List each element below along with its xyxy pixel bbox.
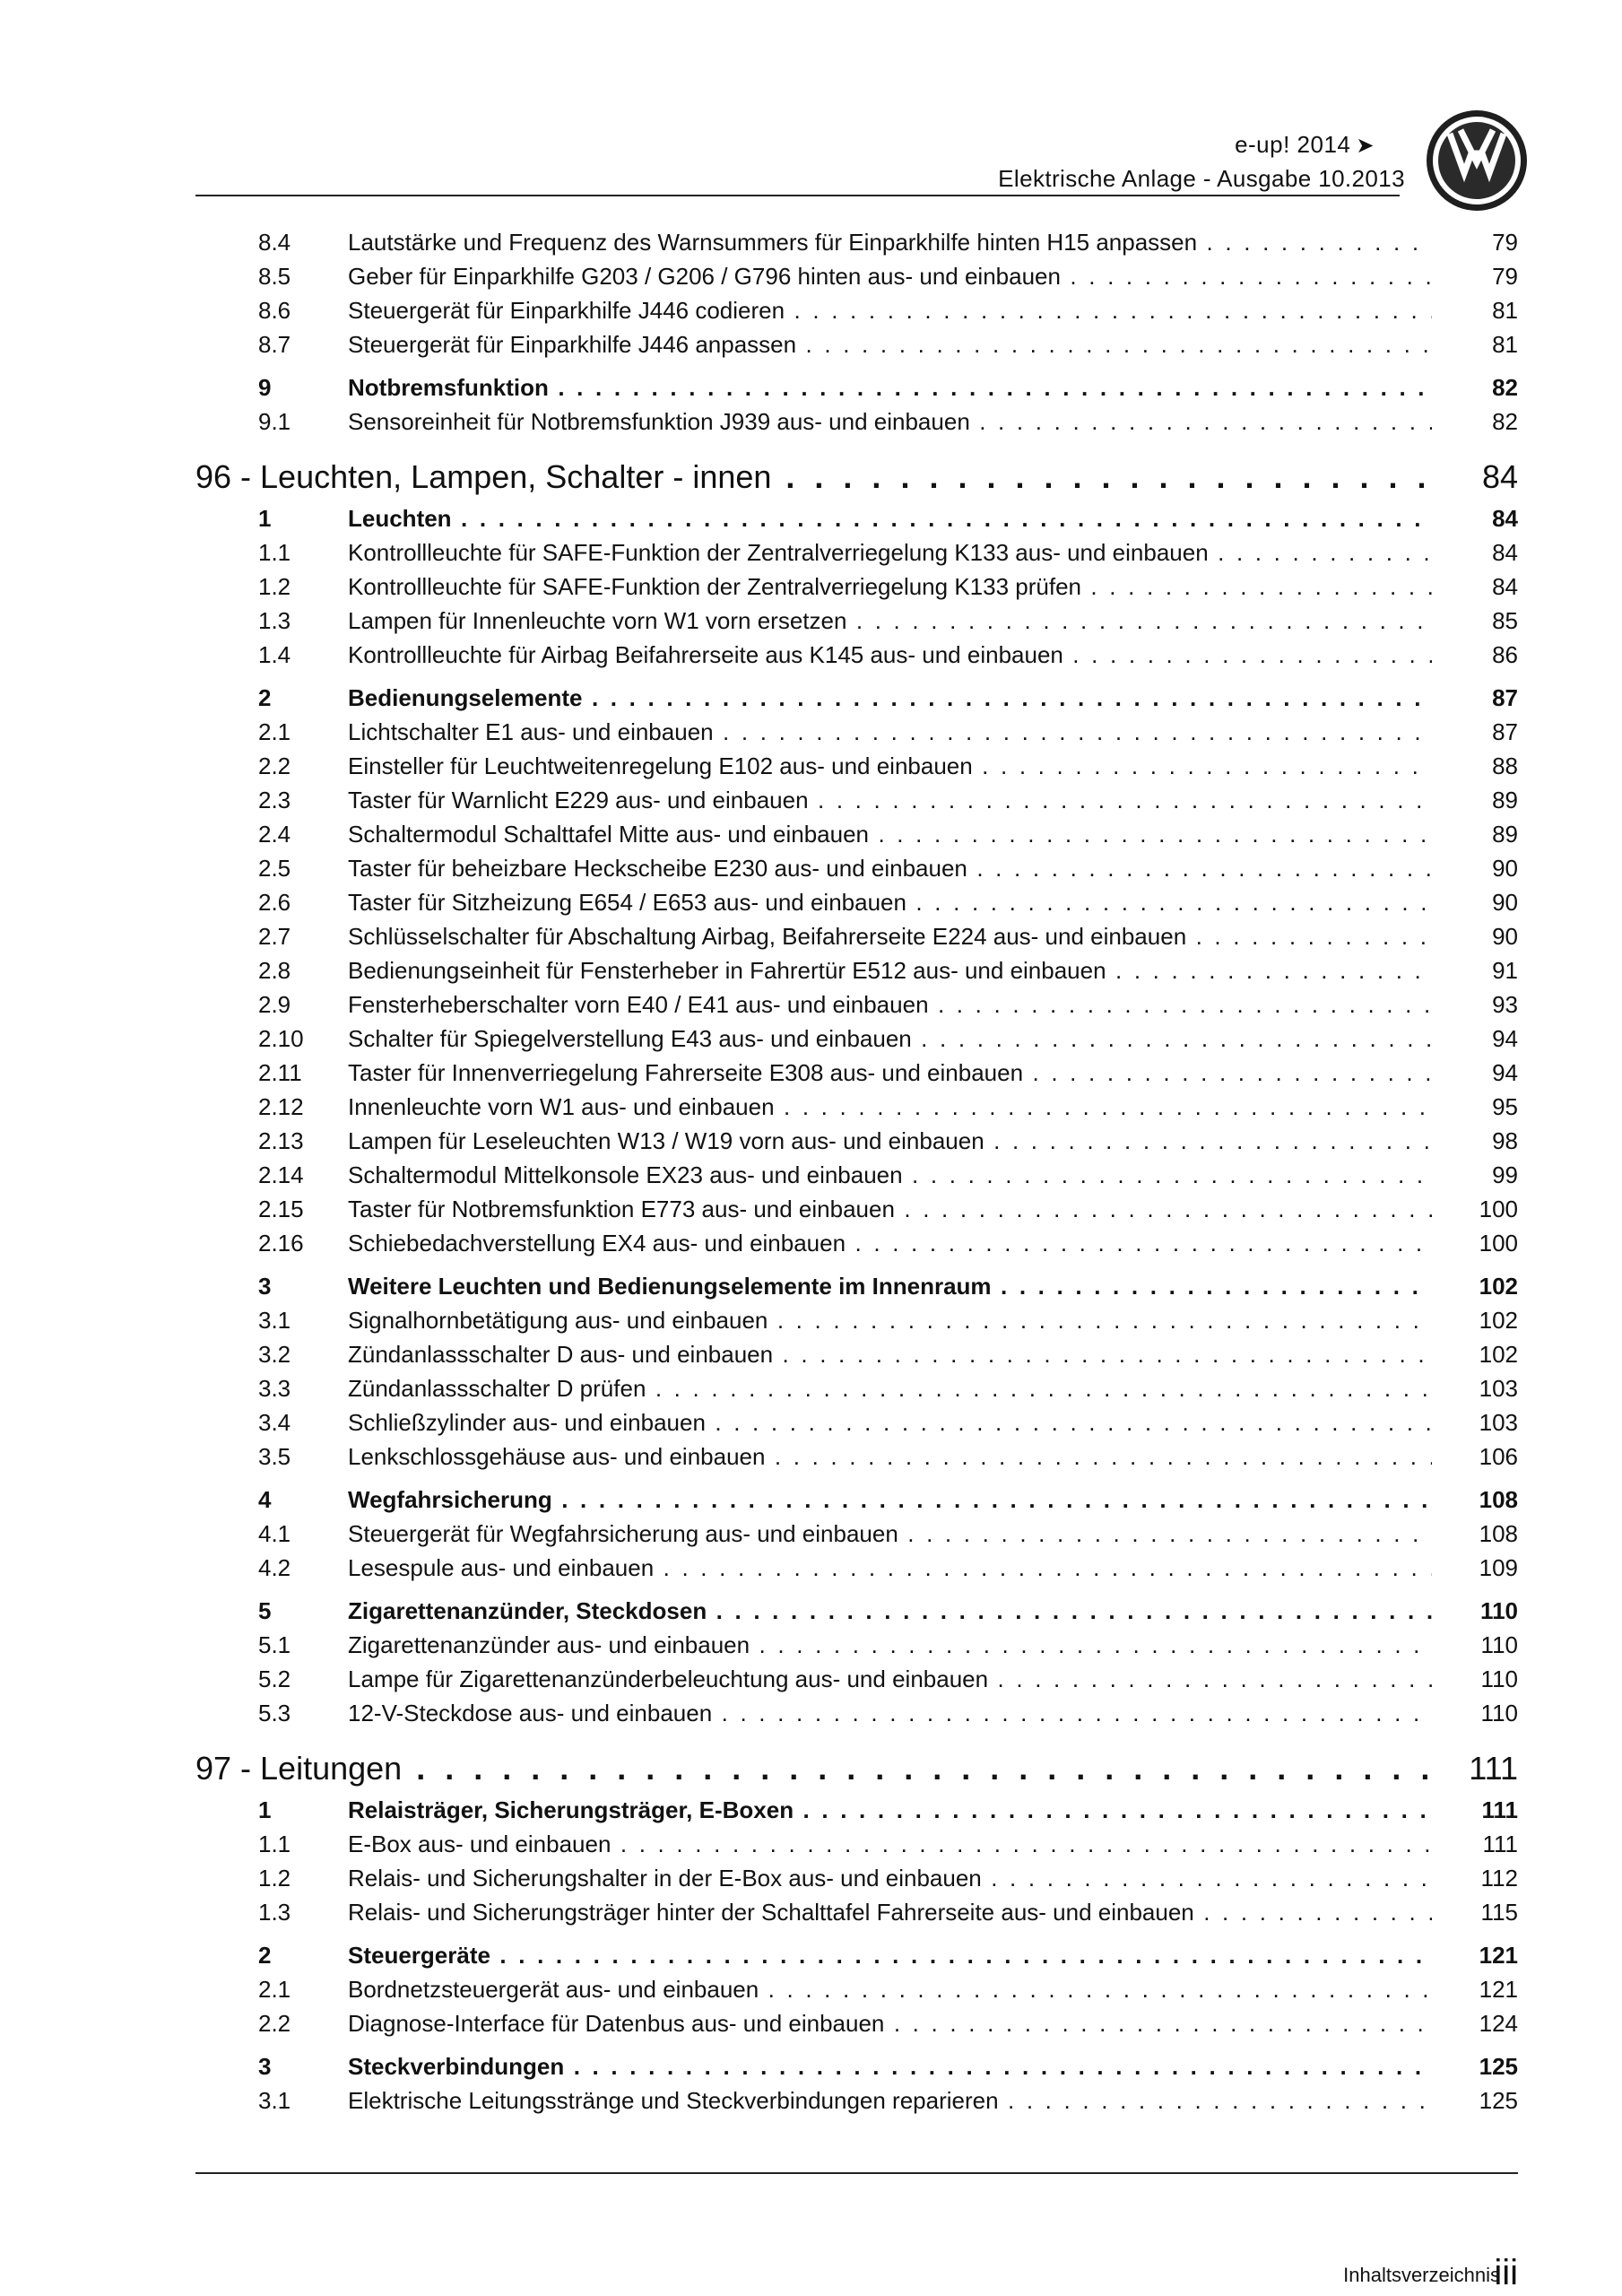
toc-page-number: 112 <box>1432 1865 1518 1892</box>
toc-entry[interactable] <box>195 887 1518 921</box>
toc-page-number: 125 <box>1432 2087 1518 2114</box>
toc-entry[interactable] <box>195 1023 1518 1057</box>
toc-title: Signalhornbetätigung aus- und einbauen . . . <box>348 1307 1436 1334</box>
toc-number: 8.4 <box>258 229 291 256</box>
toc-page-number: 111 <box>1432 1831 1518 1857</box>
toc-number: 8.5 <box>258 263 291 290</box>
toc-number: 3 <box>258 1273 272 1300</box>
toc-page-number: 110 <box>1432 1700 1518 1726</box>
toc-number: 1.2 <box>258 573 291 600</box>
toc-entry[interactable] <box>195 1160 1518 1194</box>
toc-entry[interactable] <box>195 406 1518 440</box>
toc-page-number: 90 <box>1432 855 1518 882</box>
toc-entry[interactable] <box>195 571 1518 605</box>
toc-title: Bordnetzsteuergerät aus- und einbauen . . . <box>348 1976 1436 2003</box>
toc-title: Taster für Innenverriegelung Fahrerseite E308 aus- und einbauen . . . <box>348 1059 1436 1086</box>
toc-number: 2.5 <box>258 855 291 882</box>
toc-entry[interactable] <box>195 329 1518 363</box>
toc-number: 1.4 <box>258 641 291 668</box>
toc-page-number: 111 <box>1432 1750 1518 1787</box>
toc-page-number: 100 <box>1432 1230 1518 1257</box>
toc-title: Lampe für Zigarettenanzünderbeleuchtung aus- und einbauen . . . <box>348 1665 1436 1692</box>
toc-entry[interactable] <box>195 955 1518 989</box>
toc-section[interactable] <box>195 503 1518 537</box>
toc-number: 9.1 <box>258 408 291 435</box>
toc-page-number: 86 <box>1432 641 1518 668</box>
toc-entry[interactable] <box>195 295 1518 329</box>
toc-title: Taster für Warnlicht E229 aus- und einbauen . . . <box>348 787 1436 813</box>
toc-page-number: 95 <box>1432 1093 1518 1120</box>
toc-title: 12-V-Steckdose aus- und einbauen . . . <box>348 1700 1436 1726</box>
toc-page-number: 89 <box>1432 821 1518 848</box>
toc-title: Relais- und Sicherungsträger hinter der Schalttafel Fahrerseite aus- und einbauen . . . <box>348 1899 1436 1926</box>
toc-title: Relais- und Sicherungshalter in der E-Box aus- und einbauen . . . <box>348 1865 1436 1892</box>
toc-title: Bedienungseinheit für Fensterheber in Fahrertür E512 aus- und einbauen . . . <box>348 957 1436 984</box>
toc-page-number: 93 <box>1432 991 1518 1018</box>
toc-entry[interactable] <box>195 921 1518 955</box>
toc-page-number: 110 <box>1432 1597 1518 1624</box>
model-title <box>1235 131 1375 160</box>
toc-number: 2.8 <box>258 957 291 984</box>
toc-page-number: 111 <box>1432 1796 1518 1823</box>
toc-page-number: 124 <box>1432 2010 1518 2037</box>
toc-entry[interactable] <box>195 1974 1518 2008</box>
toc-page-number: 82 <box>1432 408 1518 435</box>
toc-title: Wegfahrsicherung . . . <box>348 1486 1436 1513</box>
toc-title: Lesespule aus- und einbauen . . . <box>348 1554 1436 1581</box>
toc-page-number: 121 <box>1432 1976 1518 2003</box>
toc-page-number: 84 <box>1432 505 1518 532</box>
toc-page-number: 87 <box>1432 684 1518 711</box>
toc-entry[interactable] <box>195 1518 1518 1552</box>
toc-entry[interactable] <box>195 1630 1518 1664</box>
toc-number: 4 <box>258 1486 272 1513</box>
toc-number: 2.7 <box>258 923 291 950</box>
toc-section[interactable] <box>195 1596 1518 1630</box>
toc-title: Innenleuchte vorn W1 aus- und einbauen . . . <box>348 1093 1436 1120</box>
toc-page-number: 90 <box>1432 889 1518 916</box>
toc-page-number: 110 <box>1432 1665 1518 1692</box>
toc-section[interactable] <box>195 2051 1518 2085</box>
toc-entry[interactable] <box>195 1305 1518 1339</box>
footer-label: Inhaltsverzeichnis <box>1343 2264 1500 2286</box>
toc-page-number: 84 <box>1432 458 1518 496</box>
toc-section[interactable] <box>195 683 1518 717</box>
toc-section[interactable] <box>195 1271 1518 1305</box>
toc-chapter[interactable] <box>195 1744 1518 1795</box>
toc-number: 2.2 <box>258 752 291 779</box>
toc-entry[interactable] <box>195 1057 1518 1091</box>
toc-title: Zigarettenanzünder, Steckdosen . . . <box>348 1597 1436 1624</box>
toc-number: 3.4 <box>258 1409 291 1436</box>
toc-entry[interactable] <box>195 1126 1518 1160</box>
toc-number: 2.6 <box>258 889 291 916</box>
toc-number: 2.15 <box>258 1196 304 1222</box>
toc-number: 1.3 <box>258 1899 291 1926</box>
toc-entry[interactable] <box>195 989 1518 1023</box>
toc-entry[interactable] <box>195 1664 1518 1698</box>
toc-title: Bedienungselemente . . . <box>348 684 1436 711</box>
toc-title: Diagnose-Interface für Datenbus aus- und einbauen . . . <box>348 2010 1436 2037</box>
toc-number: 2.1 <box>258 718 291 745</box>
toc-number: 4.2 <box>258 1554 291 1581</box>
toc-number: 2.2 <box>258 2010 291 2037</box>
toc-number: 2 <box>258 1942 272 1969</box>
table-of-contents <box>195 227 1518 2119</box>
toc-number: 4.1 <box>258 1520 291 1547</box>
toc-page-number: 125 <box>1432 2053 1518 2080</box>
toc-title: Taster für beheizbare Heckscheibe E230 aus- und einbauen . . . <box>348 855 1436 882</box>
toc-page-number: 102 <box>1432 1341 1518 1368</box>
toc-entry[interactable] <box>195 1373 1518 1407</box>
toc-number: 1.3 <box>258 607 291 634</box>
toc-entry[interactable] <box>195 227 1518 261</box>
toc-entry[interactable] <box>195 605 1518 639</box>
toc-title: Kontrollleuchte für Airbag Beifahrerseite aus K145 aus- und einbauen . . . <box>348 641 1436 668</box>
toc-entry[interactable] <box>195 1829 1518 1863</box>
toc-number: 5.1 <box>258 1631 291 1658</box>
toc-title: Zündanlassschalter D prüfen . . . <box>348 1375 1436 1402</box>
toc-title: Lampen für Leseleuchten W13 / W19 vorn aus- und einbauen . . . <box>348 1127 1436 1154</box>
toc-number: 2.4 <box>258 821 291 848</box>
toc-page-number: 99 <box>1432 1161 1518 1188</box>
vw-logo-icon <box>1425 109 1529 213</box>
toc-number: 5.3 <box>258 1700 291 1726</box>
toc-number: 2.1 <box>258 1976 291 2003</box>
toc-title: Steuergerät für Einparkhilfe J446 anpassen . . . <box>348 331 1436 358</box>
toc-number: 2.3 <box>258 787 291 813</box>
toc-title: Elektrische Leitungsstränge und Steckverbindungen reparieren . . . <box>348 2087 1436 2114</box>
toc-title: Lichtschalter E1 aus- und einbauen . . . <box>348 718 1436 745</box>
toc-entry[interactable] <box>195 751 1518 785</box>
toc-number: 2.16 <box>258 1230 304 1257</box>
toc-number: 2.12 <box>258 1093 304 1120</box>
toc-number: 3.5 <box>258 1443 291 1470</box>
toc-entry[interactable] <box>195 537 1518 571</box>
toc-page-number: 109 <box>1432 1554 1518 1581</box>
toc-page-number: 87 <box>1432 718 1518 745</box>
toc-number: 9 <box>258 374 272 401</box>
toc-number: 3 <box>258 2053 272 2080</box>
toc-entry[interactable] <box>195 853 1518 887</box>
toc-number: 1 <box>258 505 272 532</box>
toc-page-number: 108 <box>1432 1520 1518 1547</box>
toc-section[interactable] <box>195 1795 1518 1829</box>
toc-title: Schaltermodul Mittelkonsole EX23 aus- und einbauen . . . <box>348 1161 1436 1188</box>
toc-page-number: 89 <box>1432 787 1518 813</box>
toc-number: 1 <box>258 1796 272 1823</box>
toc-number: 8.7 <box>258 331 291 358</box>
toc-entry[interactable] <box>195 1407 1518 1441</box>
toc-title: Schiebedachverstellung EX4 aus- und einbauen . . . <box>348 1230 1436 1257</box>
toc-page-number: 90 <box>1432 923 1518 950</box>
toc-title: Kontrollleuchte für SAFE-Funktion der Zentralverriegelung K133 aus- und einbauen . . . <box>348 539 1436 566</box>
toc-number: 3.2 <box>258 1341 291 1368</box>
toc-page-number: 106 <box>1432 1443 1518 1470</box>
toc-page-number: 85 <box>1432 607 1518 634</box>
toc-page-number: 103 <box>1432 1409 1518 1436</box>
toc-number: 2.14 <box>258 1161 304 1188</box>
toc-entry[interactable] <box>195 785 1518 819</box>
toc-title: Kontrollleuchte für SAFE-Funktion der Zentralverriegelung K133 prüfen . . . <box>348 573 1436 600</box>
toc-title: Weitere Leuchten und Bedienungselemente im Innenraum . . . <box>348 1273 1436 1300</box>
toc-title: Zündanlassschalter D aus- und einbauen . . . <box>348 1341 1436 1368</box>
toc-entry[interactable] <box>195 1698 1518 1732</box>
toc-page-number: 115 <box>1432 1899 1518 1926</box>
toc-entry[interactable] <box>195 639 1518 674</box>
toc-number: 2.11 <box>258 1059 302 1086</box>
toc-page-number: 84 <box>1432 573 1518 600</box>
toc-section[interactable] <box>195 372 1518 406</box>
toc-page-number: 103 <box>1432 1375 1518 1402</box>
toc-entry[interactable] <box>195 717 1518 751</box>
toc-title: Relaisträger, Sicherungsträger, E-Boxen . . . <box>348 1796 1436 1823</box>
toc-page-number: 110 <box>1432 1631 1518 1658</box>
toc-title: 96 - Leuchten, Lampen, Schalter - innen . . . <box>195 458 1436 496</box>
toc-title: Steuergerät für Wegfahrsicherung aus- und einbauen . . . <box>348 1520 1436 1547</box>
toc-title: Schalter für Spiegelverstellung E43 aus- und einbauen . . . <box>348 1025 1436 1052</box>
toc-title: Lampen für Innenleuchte vorn W1 vorn ersetzen . . . <box>348 607 1436 634</box>
toc-page-number: 84 <box>1432 539 1518 566</box>
toc-entry[interactable] <box>195 261 1518 295</box>
toc-title: Schaltermodul Schalttafel Mitte aus- und einbauen . . . <box>348 821 1436 848</box>
footer-rule <box>195 2172 1518 2174</box>
toc-number: 1.1 <box>258 539 291 566</box>
toc-title: 97 - Leitungen . . . <box>195 1750 1436 1787</box>
toc-entry[interactable] <box>195 819 1518 853</box>
toc-number: 2.10 <box>258 1025 304 1052</box>
toc-entry[interactable] <box>195 1339 1518 1373</box>
toc-title: Fensterheberschalter vorn E40 / E41 aus- und einbauen . . . <box>348 991 1436 1018</box>
toc-entry[interactable] <box>195 1552 1518 1587</box>
toc-entry[interactable] <box>195 2008 1518 2042</box>
toc-page-number: 88 <box>1432 752 1518 779</box>
toc-title: E-Box aus- und einbauen . . . <box>348 1831 1436 1857</box>
toc-number: 5 <box>258 1597 272 1624</box>
model-name: e-up! 2014 <box>1235 131 1351 158</box>
toc-title: Schließzylinder aus- und einbauen . . . <box>348 1409 1436 1436</box>
toc-number: 3.3 <box>258 1375 291 1402</box>
toc-number: 1.1 <box>258 1831 291 1857</box>
toc-page-number: 81 <box>1432 331 1518 358</box>
toc-section[interactable] <box>195 1940 1518 1974</box>
toc-number: 2.13 <box>258 1127 304 1154</box>
toc-number: 3.1 <box>258 2087 291 2114</box>
toc-number: 1.2 <box>258 1865 291 1892</box>
toc-page-number: 100 <box>1432 1196 1518 1222</box>
toc-title: Taster für Sitzheizung E654 / E653 aus- und einbauen . . . <box>348 889 1436 916</box>
toc-title: Einsteller für Leuchtweitenregelung E102 aus- und einbauen . . . <box>348 752 1436 779</box>
toc-page-number: 121 <box>1432 1942 1518 1969</box>
toc-page-number: 102 <box>1432 1273 1518 1300</box>
toc-number: 2.9 <box>258 991 291 1018</box>
toc-title: Sensoreinheit für Notbremsfunktion J939 aus- und einbauen . . . <box>348 408 1436 435</box>
toc-page-number: 79 <box>1432 263 1518 290</box>
toc-number: 2 <box>258 684 272 711</box>
toc-number: 5.2 <box>258 1665 291 1692</box>
toc-title: Steuergerät für Einparkhilfe J446 codieren . . . <box>348 297 1436 324</box>
toc-page-number: 81 <box>1432 297 1518 324</box>
toc-page-number: 94 <box>1432 1025 1518 1052</box>
toc-page-number: 79 <box>1432 229 1518 256</box>
toc-title: Leuchten . . . <box>348 505 1436 532</box>
toc-entry[interactable] <box>195 2085 1518 2119</box>
toc-title: Notbremsfunktion . . . <box>348 374 1436 401</box>
toc-number: 3.1 <box>258 1307 291 1334</box>
toc-page-number: 94 <box>1432 1059 1518 1086</box>
toc-number: 8.6 <box>258 297 291 324</box>
footer-page-number: iii <box>1494 2253 1518 2292</box>
edition-title: Elektrische Anlage - Ausgabe 10.2013 <box>998 165 1405 192</box>
toc-entry[interactable] <box>195 1863 1518 1897</box>
toc-entry[interactable] <box>195 1897 1518 1931</box>
toc-title: Lenkschlossgehäuse aus- und einbauen . . . <box>348 1443 1436 1470</box>
toc-page-number: 82 <box>1432 374 1518 401</box>
toc-title: Schlüsselschalter für Abschaltung Airbag, Beifahrerseite E224 aus- und einbauen . . . <box>348 923 1436 950</box>
toc-title: Lautstärke und Frequenz des Warnsummers für Einparkhilfe hinten H15 anpassen . . . <box>348 229 1436 256</box>
arrow-right-icon: ➤ <box>1356 134 1375 158</box>
toc-title: Steckverbindungen . . . <box>348 2053 1436 2080</box>
toc-title: Steuergeräte . . . <box>348 1942 1436 1969</box>
toc-entry[interactable] <box>195 1194 1518 1228</box>
toc-entry[interactable] <box>195 1228 1518 1262</box>
toc-page-number: 102 <box>1432 1307 1518 1334</box>
toc-section[interactable] <box>195 1484 1518 1518</box>
toc-page-number: 91 <box>1432 957 1518 984</box>
toc-entry[interactable] <box>195 1091 1518 1126</box>
toc-entry[interactable] <box>195 1441 1518 1475</box>
toc-page-number: 98 <box>1432 1127 1518 1154</box>
toc-chapter[interactable] <box>195 453 1518 503</box>
toc-title: Geber für Einparkhilfe G203 / G206 / G796 hinten aus- und einbauen . . . <box>348 263 1436 290</box>
header-rule <box>195 195 1400 196</box>
toc-page-number: 108 <box>1432 1486 1518 1513</box>
toc-title: Zigarettenanzünder aus- und einbauen . . . <box>348 1631 1436 1658</box>
toc-title: Taster für Notbremsfunktion E773 aus- und einbauen . . . <box>348 1196 1436 1222</box>
